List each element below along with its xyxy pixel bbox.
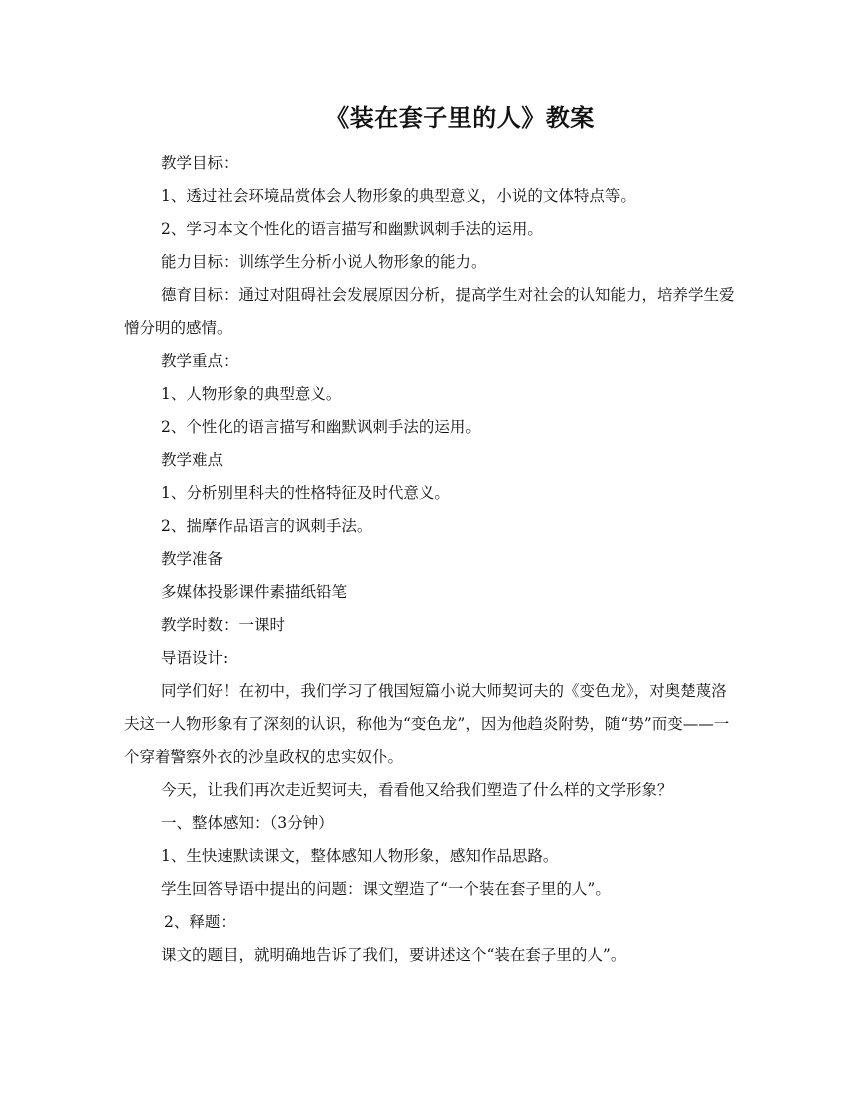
paragraph-difficulties-heading: 教学难点: [161, 451, 224, 469]
paragraph-difficulty-1: 1、分析别里科夫的性格特征及时代意义。: [161, 484, 450, 502]
paragraph-section-1-heading: 一、整体感知：（3分钟）: [161, 814, 334, 832]
paragraph-class-hours: 教学时数：一课时: [161, 616, 286, 634]
paragraph-key-points-heading: 教学重点：: [161, 352, 239, 370]
paragraph-today-text: 今天，让我们再次走近契诃夫，看看他又给我们塑造了什么样的文学形象？: [161, 781, 673, 799]
paragraph-student-answer: 学生回答导语中提出的问题：课文塑造了“一个装在套子里的人”。: [161, 880, 611, 898]
paragraph-title-explanation: 课文的题目，就明确地告诉了我们，要讲述这个“装在套子里的人”。: [161, 946, 627, 964]
paragraph-goal-1: 1、透过社会环境品赏体会人物形象的典型意义，小说的文体特点等。: [161, 187, 636, 205]
paragraph-ability-goal: 能力目标：训练学生分析小说人物形象的能力。: [161, 253, 487, 271]
paragraph-intro-design-heading: 导语设计:: [161, 649, 229, 667]
paragraph-step-2-heading: 2、释题：: [164, 913, 236, 931]
paragraph-teaching-goals-heading: 教学目标：: [161, 154, 239, 172]
paragraph-preparation-items: 多媒体投影课件素描纸铅笔: [161, 583, 348, 601]
paragraph-step-1: 1、生快速默读课文，整体感知人物形象，感知作品思路。: [161, 847, 559, 865]
paragraph-key-point-1: 1、人物形象的典型意义。: [161, 385, 342, 403]
paragraph-moral-goal: 德育目标：通过对阻碍社会发展原因分析，提高学生对社会的认知能力，培养学生爱憎分明的感情。: [124, 286, 735, 337]
paragraph-difficulty-2: 2、揣摩作品语言的讽刺手法。: [161, 517, 373, 535]
paragraph-intro-text: 同学们好！在初中，我们学习了俄国短篇小说大师契诃夫的《变色龙》，对奥楚蔑洛夫这一人物形象有了深刻的认识，称他为“变色龙”，因为他趋炎附势，随“势”而变——一个穿着警察外衣的沙皇政权的忠实奴仆。: [124, 682, 730, 766]
document-body: [124, 147, 740, 972]
paragraph-goal-2: 2、学习本文个性化的语言描写和幽默讽刺手法的运用。: [161, 220, 543, 238]
paragraph-preparation-heading: 教学准备: [161, 550, 224, 568]
document-title: 《装在套子里的人》教案: [325, 103, 595, 132]
paragraph-key-point-2: 2、个性化的语言描写和幽默讽刺手法的运用。: [161, 418, 481, 436]
